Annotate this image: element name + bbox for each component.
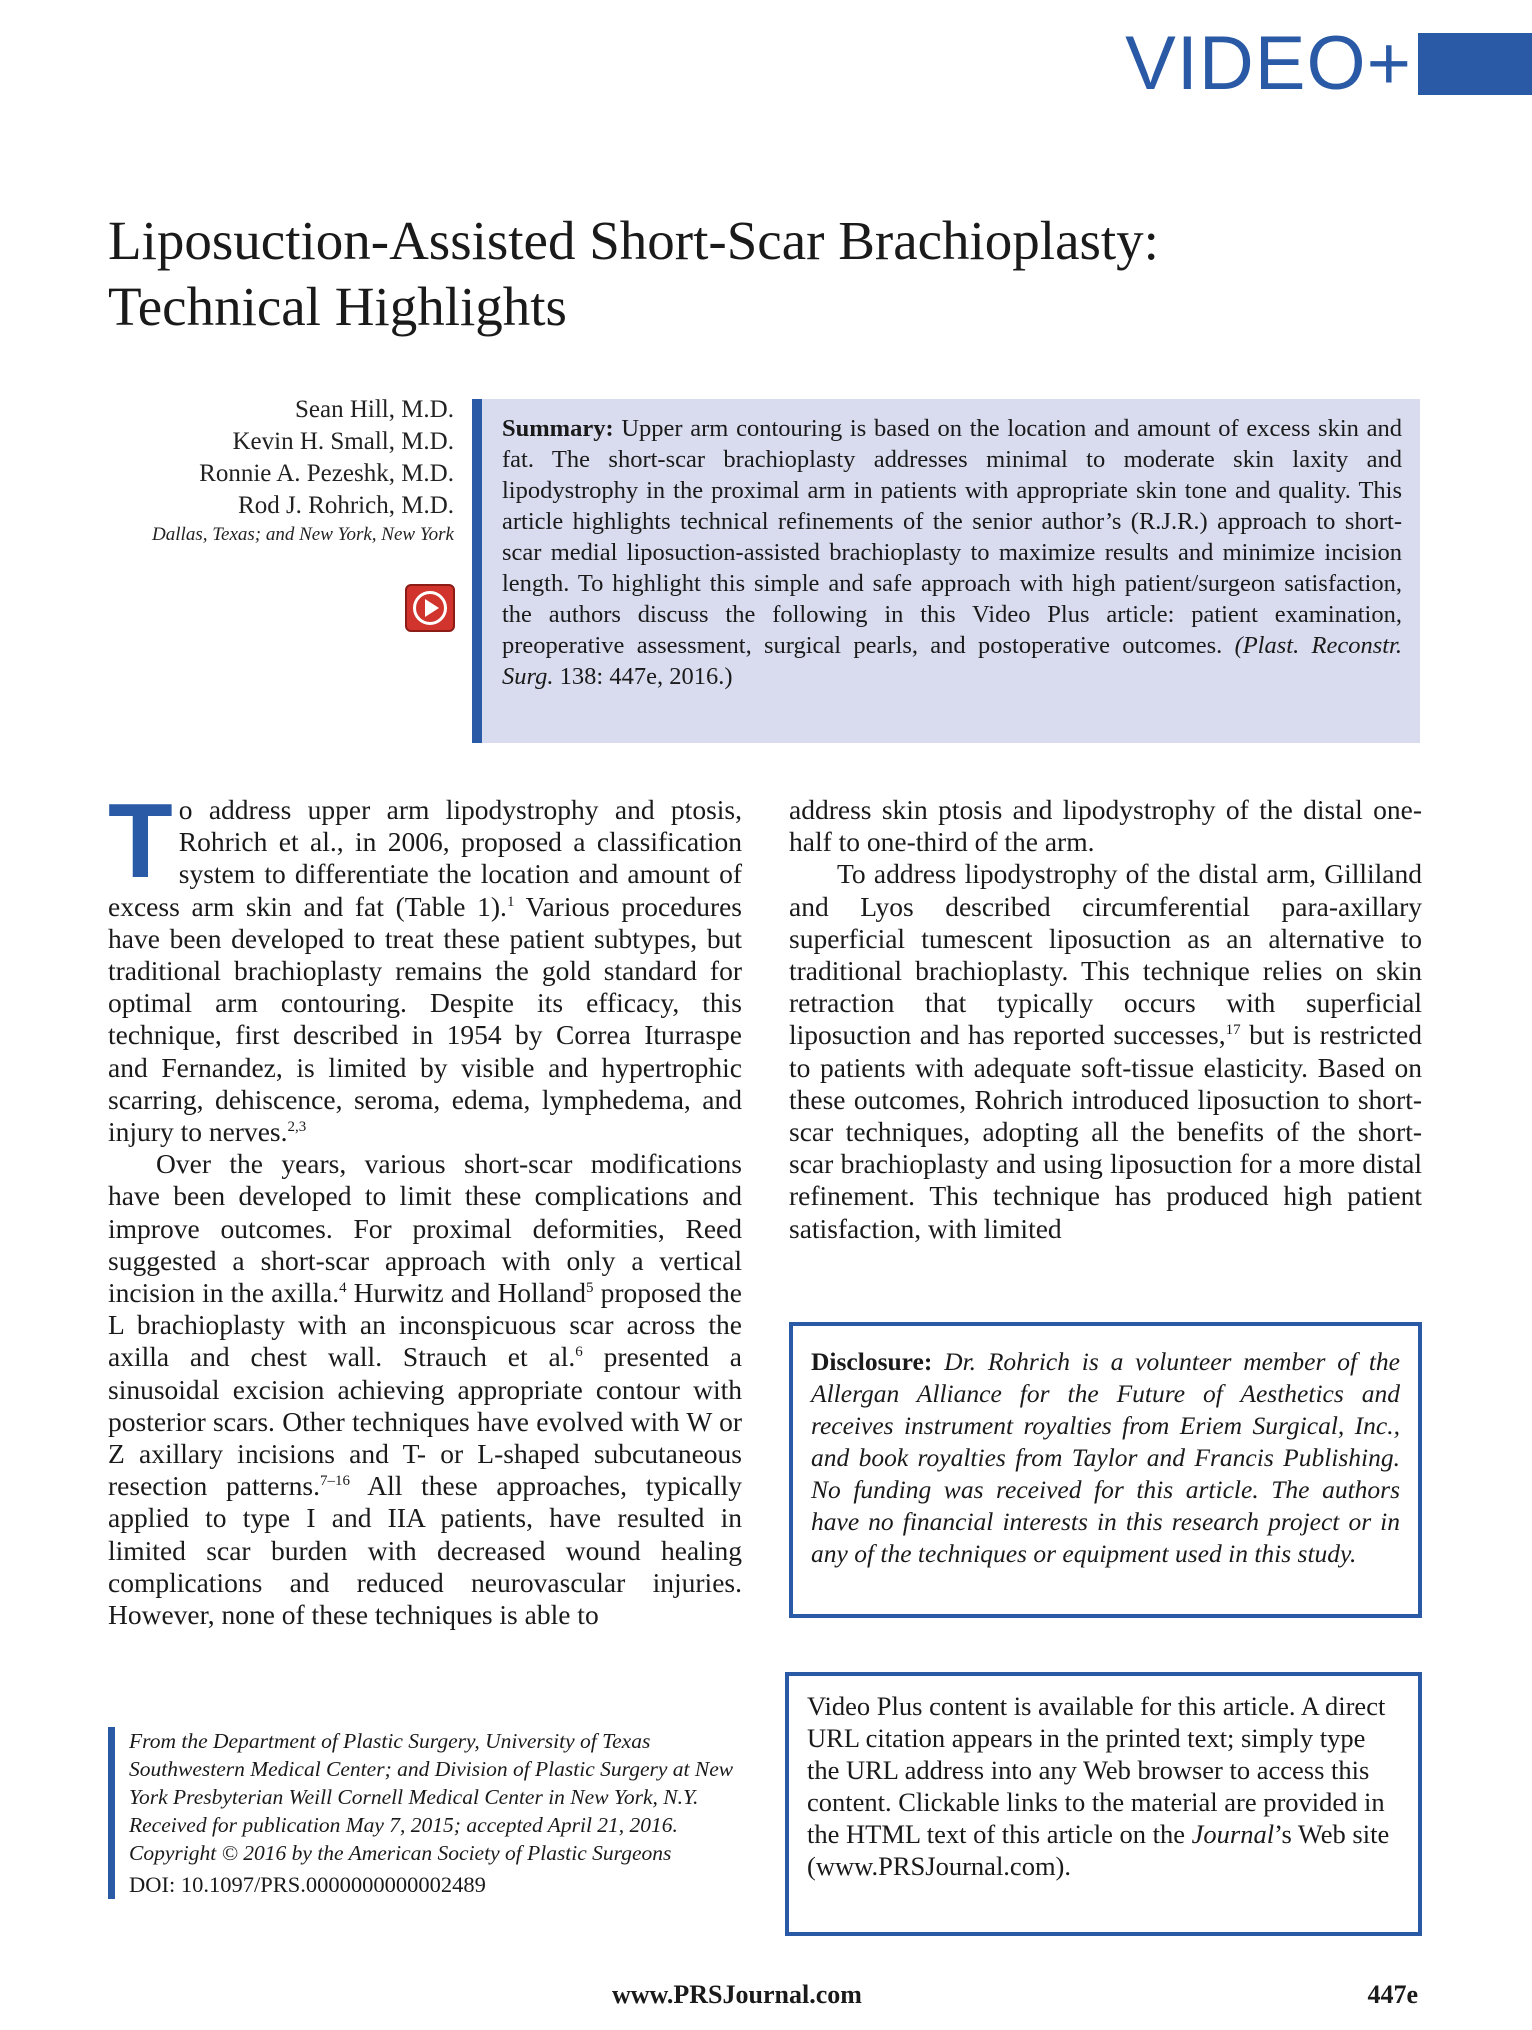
- body-text: presented a sinusoidal excision achieving appropriate contour with posterior scars. Other techniques have evolved with W or Z axillary incisions and T- or L-shaped subcutaneous resection patterns.: [108, 1341, 742, 1502]
- summary-citation-journal: (Plast. Reconstr. Surg.: [502, 632, 1402, 690]
- body-text: To address lipodystrophy of the distal arm, Gilliland and Lyos described circumferential para-axillary superficial tumescent liposuction as an alternative to traditional brachioplasty. This technique relies on skin retraction that typically occurs with superficial liposuction and has reported successes,: [789, 858, 1422, 1051]
- author-name: Kevin H. Small, M.D.: [232, 428, 454, 455]
- body-text: Over the years, various short-scar modifications have been developed to limit these complications and improve outcomes. For proximal deformities, Reed suggested a short-scar approach with only a vertical incision in the axilla.: [108, 1148, 742, 1309]
- disclosure-box: [789, 1322, 1422, 1618]
- footer-url[interactable]: www.PRSJournal.com: [612, 1980, 862, 2009]
- drop-cap: T: [108, 782, 173, 900]
- play-triangle: [425, 599, 439, 617]
- author-affiliation: Dallas, Texas; and New York, New York: [152, 524, 454, 545]
- body-text: Various procedures have been developed to treat these patient subtypes, but traditional brachioplasty remains the gold standard for optimal arm contouring. Despite its efficacy, this technique, first described in 1954 by Correa Iturraspe and Fernandez, is limited by visible and hypertrophic scarring, dehiscence, seroma, edema, lymphedema, and injury to nerves.: [108, 890, 743, 1148]
- video-info-text-end: ’s Web site (www.PRSJournal.com).: [807, 1819, 1390, 1881]
- summary-text: Upper arm contouring is based on the location and amount of excess skin and fat. The short-scar brachioplasty addresses minimal to moderate skin laxity and lipodystrophy in the proximal arm in patients with appropriate skin tone and quality. This article highlights technical refinements of the senior author’s (R.J.R.) approach to short-scar medial liposuction-assisted brachioplasty to maximize results and minimize incision length. To highlight this simple and safe approach with high patient/surgeon satisfaction, the authors discuss the following in this Video Plus article: patient examination, preoperative assessment, surgical pearls, and postoperative outcomes.: [502, 415, 1402, 659]
- video-plus-badge: [1125, 21, 1532, 106]
- video-info-text: Video Plus content is available for this article. A direct URL citation appears in the printed text; simply type the URL address into any Web browser to access this content. Clickable links to the material are provided in the HTML text of this article on the: [807, 1691, 1386, 1849]
- title-line-2: Technical Highlights: [108, 276, 567, 337]
- body-paragraph: [789, 858, 1422, 1244]
- received-date: Received for publication May 7, 2015; accepted April 21, 2016.: [129, 1813, 678, 1837]
- body-column-left: [108, 782, 743, 1631]
- reference-marker: 17: [1225, 1022, 1241, 1039]
- summary-label: Summary:: [502, 415, 614, 442]
- reference-marker: 1: [506, 893, 515, 910]
- play-ring: [413, 591, 447, 625]
- reference-marker: 5: [586, 1279, 594, 1296]
- body-paragraph: [108, 782, 743, 1148]
- body-text: Hurwitz and Holland: [346, 1277, 587, 1309]
- department-note: [108, 1727, 748, 1899]
- article-title: [108, 208, 1408, 340]
- video-plus-bar: [1418, 33, 1532, 95]
- summary-box: [472, 399, 1420, 743]
- disclosure-label: Disclosure:: [811, 1347, 933, 1376]
- body-text: but is restricted to patients with adequate soft-tissue elasticity. Based on these outcomes, Rohrich introduced liposuction to short-scar techniques, adopting all the benefits of the short-scar brachioplasty and using liposuction for a more distal refinement. This technique has produced high patient satisfaction, with limited: [789, 1019, 1422, 1244]
- body-paragraph: [108, 1148, 742, 1631]
- body-paragraph: address skin ptosis and lipodystrophy of the distal one-half to one-third of the arm.: [789, 794, 1422, 858]
- body-text: o address upper arm lipodystrophy and ptosis, Rohrich et al., in 2006, proposed a classification system to differentiate the location and amount of excess arm skin and fat (Table 1).: [108, 794, 742, 922]
- doi: DOI: 10.1097/PRS.0000000000002489: [129, 1872, 486, 1897]
- video-info-journal: Journal: [1191, 1819, 1275, 1849]
- reference-marker: 6: [575, 1344, 583, 1361]
- disclosure-text: Dr. Rohrich is a volunteer member of the Allergan Alliance for the Future of Aesthetics and receives instrument royalties from Eriem Surgical, Inc., and book royalties from Taylor and Francis Publishing. No funding was received for this article. The authors have no financial interests in this research project or in any of the techniques or equipment used in this study.: [811, 1347, 1400, 1568]
- video-plus-text: VIDEO+: [1125, 21, 1412, 106]
- author-name: Sean Hill, M.D.: [294, 396, 454, 423]
- reference-marker: 4: [339, 1279, 347, 1296]
- copyright: Copyright © 2016 by the American Society of Plastic Surgeons: [129, 1841, 672, 1865]
- summary-citation-rest: 138: 447e, 2016.): [553, 663, 733, 690]
- department-from: From the Department of Plastic Surgery, University of Texas Southwestern Medical Center; and Division of Plastic Surgery at New York Presbyterian Weill Cornell Medical Center in New York, N.Y.: [129, 1729, 734, 1809]
- reference-marker: 7–16: [319, 1473, 350, 1490]
- body-text: All these approaches, typically applied to type I and IIA patients, have resulted in limited scar burden with decreased wound healing complications and reduced neurovascular injuries. However, none of these techniques is able to: [108, 1470, 742, 1631]
- body-column-right: [789, 794, 1422, 1245]
- title-line-1: Liposuction-Assisted Short-Scar Brachioplasty:: [108, 210, 1159, 271]
- body-text: proposed the L brachioplasty with an inconspicuous scar across the axilla and chest wall. Strauch et al.: [108, 1277, 742, 1373]
- author-name: Rod J. Rohrich, M.D.: [238, 492, 454, 519]
- page-number: 447e: [1367, 1980, 1418, 2009]
- play-icon[interactable]: [405, 584, 455, 632]
- video-plus-info-box: [785, 1672, 1422, 1936]
- author-name: Ronnie A. Pezeshk, M.D.: [199, 460, 454, 487]
- reference-marker: 2,3: [287, 1118, 307, 1135]
- author-list: [152, 394, 454, 548]
